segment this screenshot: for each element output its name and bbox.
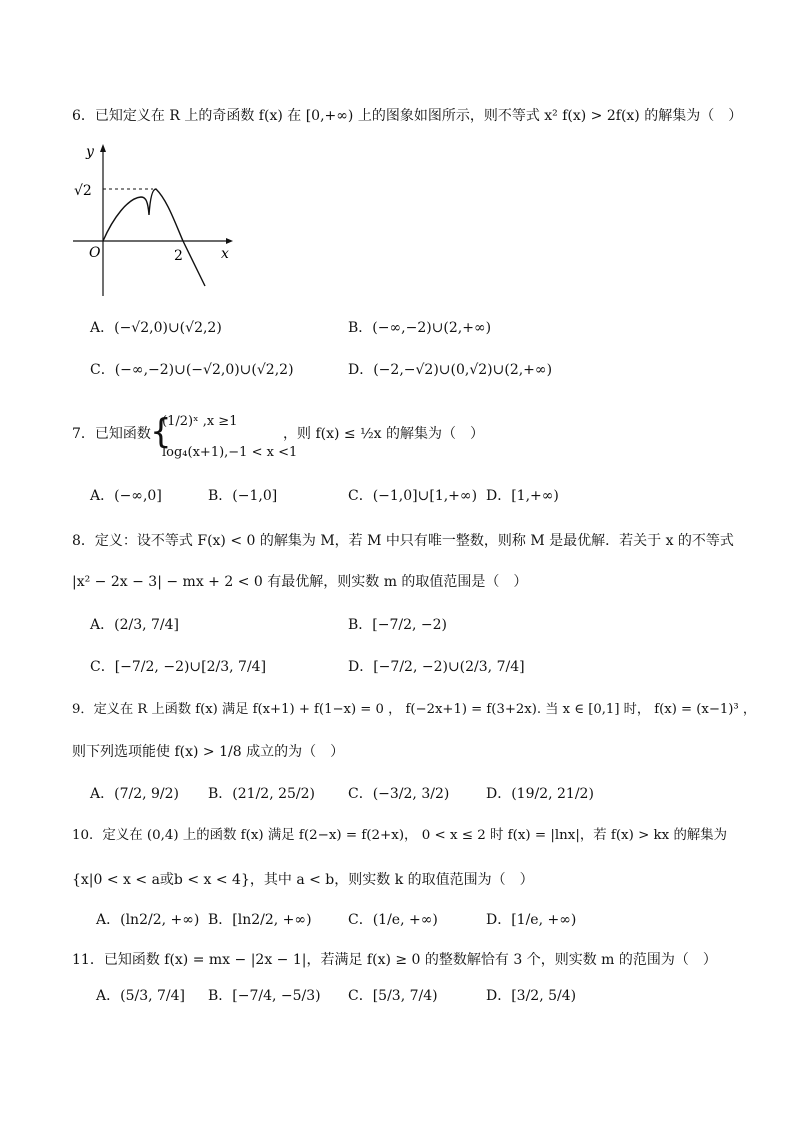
q11-option-d[interactable]: D．[3/2, 5/4) xyxy=(486,988,577,1004)
y-axis-arrow-icon xyxy=(100,144,106,152)
tick-x-2: 2 xyxy=(174,248,183,264)
q9-stem-line-2: 则下列选项能使 f(x) > 1/8 成立的为（ ） xyxy=(72,744,345,760)
q11-option-a[interactable]: A．(5/3, 7/4] xyxy=(96,988,185,1004)
q7-option-d[interactable]: D．[1,+∞) xyxy=(486,488,559,504)
function-curve xyxy=(103,189,205,286)
q9-option-d[interactable]: D．(19/2, 21/2) xyxy=(486,786,594,802)
origin-label: O xyxy=(89,245,101,261)
q7-option-b[interactable]: B．(−1,0] xyxy=(208,488,278,504)
q7-stem-suffix: ，则 f(x) ≤ ½x 的解集为（ ） xyxy=(283,426,484,442)
q9-option-c[interactable]: C．(−3/2, 3/2) xyxy=(348,786,450,802)
q8-option-d[interactable]: D．[−7/2, −2)∪(2/3, 7/4] xyxy=(348,659,525,675)
q8-stem-line-2: |x² − 2x − 3| − mx + 2 < 0 有最优解，则实数 m 的取值范围是（ ） xyxy=(72,574,528,590)
q8-stem-line-1: 8．定义：设不等式 F(x) < 0 的解集为 M，若 M 中只有唯一整数，则称 M 是最优解．若关于 x 的不等式 xyxy=(72,533,734,549)
q8-option-a[interactable]: A．(2/3, 7/4] xyxy=(90,617,179,633)
q10-option-d[interactable]: D．[1/e, +∞) xyxy=(486,912,577,928)
x-axis-label: x xyxy=(221,246,229,262)
q10-option-a[interactable]: A．(ln2/2, +∞) xyxy=(96,912,200,928)
q6-option-a[interactable]: A．(−√2,0)∪(√2,2) xyxy=(90,320,222,336)
q7-option-c[interactable]: C．(−1,0]∪[1,+∞) xyxy=(348,488,478,504)
q6-graph xyxy=(68,140,238,304)
q6-stem: 6．已知定义在 R 上的奇函数 f(x) 在 [0,+∞) 上的图象如图所示，则不等式 x² f(x) > 2f(x) 的解集为（ ） xyxy=(72,108,743,124)
q10-stem-line-1: 10．定义在 (0,4) 上的函数 f(x) 满足 f(2−x) = f(2+x)， 0 < x ≤ 2 时 f(x) = |lnx|，若 f(x) > kx 的解集为 xyxy=(72,828,728,843)
q6-option-d[interactable]: D．(−2,−√2)∪(0,√2)∪(2,+∞) xyxy=(348,362,553,378)
q10-option-b[interactable]: B．[ln2/2, +∞) xyxy=(208,912,312,928)
q9-stem-line-1: 9．定义在 R 上函数 f(x) 满足 f(x+1) + f(1−x) = 0 ， f(−2x+1) = f(3+2x). 当 x ∈ [0,1] 时， f(x) = (x−1)³ ， xyxy=(72,702,757,717)
q6-option-c[interactable]: C．(−∞,−2)∪(−√2,0)∪(√2,2) xyxy=(90,362,294,378)
q6-option-b[interactable]: B．(−∞,−2)∪(2,+∞) xyxy=(348,320,492,336)
y-axis-label: y xyxy=(86,144,94,160)
tick-y-sqrt2: √2 xyxy=(74,183,92,199)
x-axis-arrow-icon xyxy=(226,238,233,244)
q11-stem: 11．已知函数 f(x) = mx − |2x − 1|，若满足 f(x) ≥ 0 的整数解恰有 3 个，则实数 m 的范围为（ ） xyxy=(72,952,717,968)
q7-piece-2: log₄(x+1),−1 < x <1 xyxy=(162,445,298,460)
q8-option-c[interactable]: C．[−7/2, −2)∪[2/3, 7/4] xyxy=(90,659,267,675)
q9-option-b[interactable]: B．(21/2, 25/2) xyxy=(208,786,315,802)
q7-option-a[interactable]: A．(−∞,0] xyxy=(90,488,162,504)
q7-stem-prefix: 7．已知函数 xyxy=(72,426,151,442)
q11-option-c[interactable]: C．[5/3, 7/4) xyxy=(348,988,438,1004)
q9-option-a[interactable]: A．(7/2, 9/2) xyxy=(90,786,179,802)
q10-stem-line-2: {x|0 < x < a或b < x < 4}，其中 a < b，则实数 k 的取值范围为（ ） xyxy=(72,872,534,888)
q7-piece-1: (1/2)ˣ ,x ≥1 xyxy=(162,414,238,429)
q10-option-c[interactable]: C．(1/e, +∞) xyxy=(348,912,438,928)
q7-left-brace: { xyxy=(150,412,172,452)
q11-option-b[interactable]: B．[−7/4, −5/3) xyxy=(208,988,321,1004)
q8-option-b[interactable]: B．[−7/2, −2) xyxy=(348,617,448,633)
